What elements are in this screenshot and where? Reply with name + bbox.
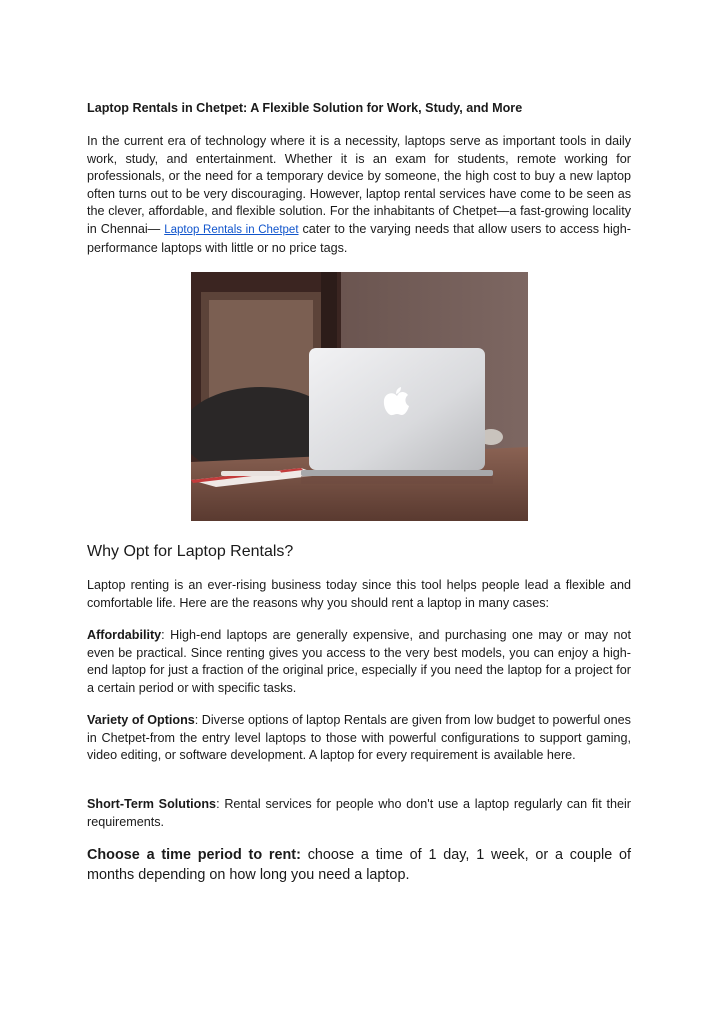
laptop-photo <box>191 272 528 521</box>
reason-text: choose a time of 1 day, 1 week, or a couple of months depending on how long you need a laptop. <box>87 847 631 883</box>
section-heading: Why Opt for Laptop Rentals? <box>87 543 294 560</box>
intro-text-start: In the current era of technology where it is a necessity, laptops serve as important tools in daily work, study, and entertainment. Whether it is an exam for students, remote working for professionals, or the need for a temporary device by someone, the high cost to buy a new laptop often turns out to be very discouraging. However, laptop rental services have come to be seen as the clever, affordable, and flexible solution. For the inhabitants of Chetpet—a fast-growing locality in Chennai— <box>87 134 631 236</box>
reason-time-period <box>87 845 631 885</box>
intro-text-end: cater to the varying needs that allow users to access high-performance laptops with little or no price tags. <box>87 221 631 255</box>
reason-short-term <box>87 796 631 831</box>
document-title: Laptop Rentals in Chetpet: A Flexible Solution for Work, Study, and More <box>87 101 523 115</box>
reason-label: Short-Term Solutions <box>87 797 217 811</box>
reason-text: : High-end laptops are generally expensive, and purchasing one may or may not even be practical. Since renting gives you access to the very best models, you can enjoy a high-end laptop for just a fraction of the original price, especially if you need the laptop for a project for a certain period or with specific tasks. <box>87 628 631 695</box>
laptop-rentals-chetpet-link[interactable]: Laptop Rentals in Chetpet <box>164 223 299 236</box>
reason-label: Affordability <box>87 628 162 642</box>
reason-text: : Rental services for people who don't use a laptop regularly can fit their requirements. <box>87 797 631 829</box>
section-intro-paragraph: Laptop renting is an ever-rising business today since this tool helps people lead a flexible and comfortable life. Here are the reasons why you should rent a laptop in many cases: <box>87 578 631 610</box>
reason-label: Choose a time period to rent: <box>87 847 301 863</box>
reason-text: : Diverse options of laptop Rentals are given from low budget to powerful ones in Chetpet-from the entry level laptops to those with powerful configurations to support gaming, video editing, or software development. A laptop for every requirement is available here. <box>87 713 631 763</box>
intro-paragraph <box>87 133 631 257</box>
reason-variety <box>87 712 631 765</box>
reason-label: Variety of Options <box>87 713 195 727</box>
reason-affordability <box>87 627 631 697</box>
